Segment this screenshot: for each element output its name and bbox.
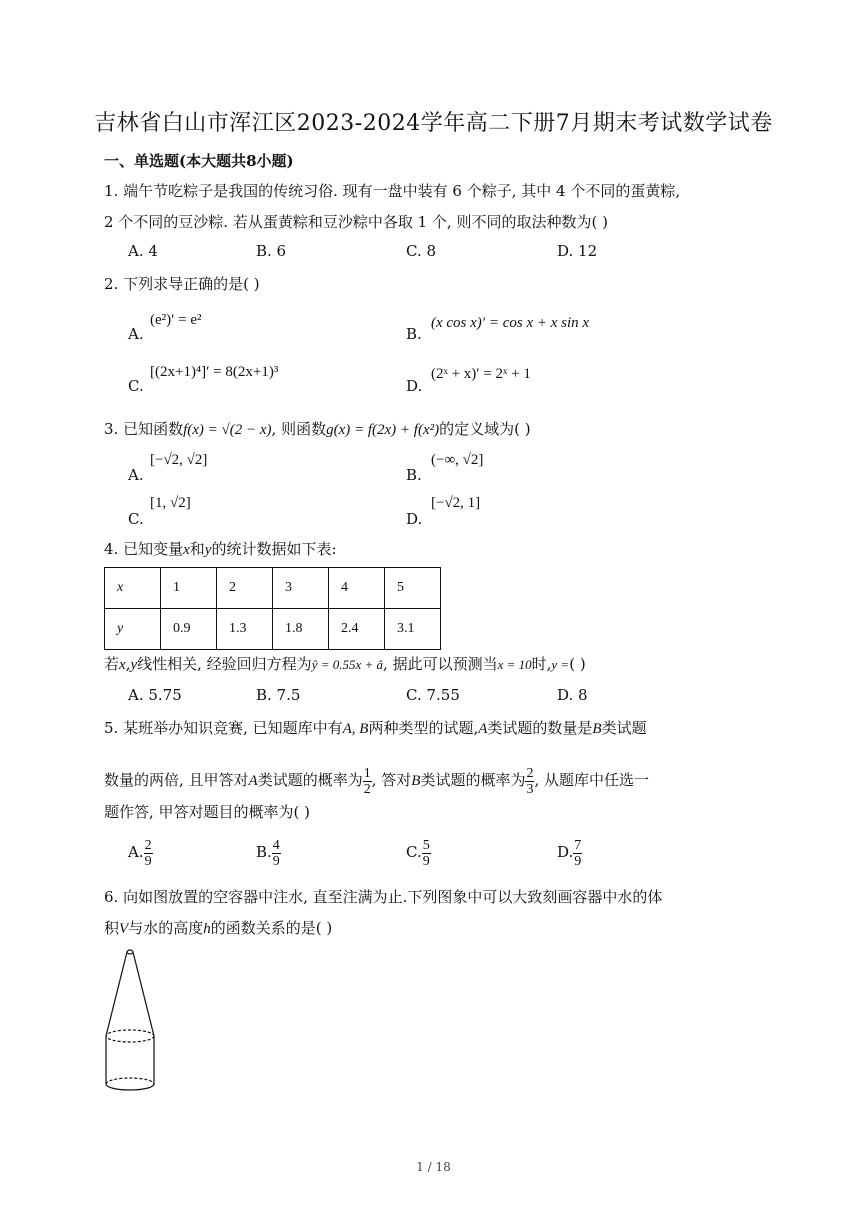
- option-label: A.: [128, 843, 144, 861]
- q6-var-h: h: [203, 921, 211, 937]
- option-label: B.: [256, 843, 272, 861]
- q6-l2-a: 积: [104, 919, 120, 937]
- question-5-line-1: [104, 717, 647, 738]
- q4-cond-a: 若: [104, 655, 120, 673]
- q5-l2-b: 类试题的概率为: [257, 771, 363, 789]
- question-4-stem-pre: 4. 已知变量: [104, 540, 184, 558]
- question-2-label-b: B.: [406, 325, 422, 343]
- fraction-numerator: 1: [363, 765, 371, 781]
- page-number: 1 / 18: [416, 1160, 451, 1174]
- question-2-expr-c: [(2x+1)⁴]′ = 8(2x+1)³: [150, 364, 279, 380]
- question-4-option-a: A. 5.75: [128, 686, 182, 704]
- cone-base-ellipse: [106, 1030, 154, 1042]
- q5-prob-a-fraction: [363, 766, 372, 797]
- q4-cond-b: ,: [125, 655, 131, 673]
- q5-l2-c: , 答对: [371, 771, 412, 789]
- q4-x-equals-10: x = 10: [497, 657, 532, 672]
- option-fraction: [272, 838, 281, 869]
- question-2-expr-a: (e²)′ = e²: [150, 312, 202, 328]
- question-2-label-c: C.: [128, 377, 144, 395]
- table-cell: 3: [273, 568, 329, 609]
- q5-l2-a: 数量的两倍, 且甲答对: [104, 771, 249, 789]
- question-5-line-3: 题作答, 甲答对题目的概率为( ): [104, 803, 311, 821]
- question-2-expr-b: (x cos x)′ = cos x + x sin x: [431, 315, 590, 331]
- q5-B2: B: [411, 773, 421, 789]
- section-heading: 一、单选题(本大题共8小题): [104, 152, 294, 170]
- question-4-var-y: y: [204, 542, 212, 558]
- option-label: D.: [557, 843, 574, 861]
- q5-l1-c: 类试题的数量是: [487, 719, 593, 737]
- fraction-denominator: 2: [363, 781, 371, 797]
- q4-cond-x: x: [119, 657, 126, 673]
- question-2-label-d: D.: [406, 377, 423, 395]
- question-1-option-d: D. 12: [557, 242, 598, 260]
- document-title: 吉林省白山市浑江区2023-2024学年高二下册7月期末考试数学试卷: [94, 111, 773, 136]
- question-4-option-b: B. 7.5: [256, 686, 301, 704]
- table-cell: x: [105, 568, 161, 609]
- container-figure: [96, 940, 196, 1100]
- table-cell: 1.8: [273, 609, 329, 650]
- table-row: [105, 568, 441, 609]
- question-4-condition: [104, 653, 586, 674]
- question-1-option-c: C. 8: [406, 242, 437, 260]
- question-3-stem-mid: , 则函数: [271, 420, 327, 438]
- option-fraction: [422, 838, 431, 869]
- q5-l1-a: 5. 某班举办知识竞赛, 已知题库中有: [104, 719, 343, 737]
- question-3-expr-a: [−√2, √2]: [150, 452, 208, 468]
- fraction-denominator: 9: [574, 853, 582, 869]
- question-3-stem-post: 的定义域为( ): [439, 420, 531, 438]
- table-cell: 1: [161, 568, 217, 609]
- question-4-stem: [104, 538, 337, 559]
- question-4-option-c: C. 7.55: [406, 686, 460, 704]
- q5-l2-d: 类试题的概率为: [420, 771, 526, 789]
- fraction-denominator: 9: [272, 853, 280, 869]
- fraction-numerator: 4: [272, 837, 280, 853]
- question-2-expr-d: (2ˣ + x)′ = 2ˣ + 1: [431, 366, 531, 382]
- fraction-numerator: 5: [422, 837, 430, 853]
- question-5-option-c: [406, 832, 431, 872]
- question-3-label-c: C.: [128, 510, 144, 528]
- fraction-denominator: 9: [422, 853, 430, 869]
- table-cell: 3.1: [385, 609, 441, 650]
- q4-cond-y: y: [130, 657, 138, 673]
- q4-cond-f: ( ): [569, 655, 586, 673]
- question-5-option-d: [557, 832, 582, 872]
- table-cell: 5: [385, 568, 441, 609]
- question-3-stem-pre: 3. 已知函数: [104, 420, 184, 438]
- question-4-option-d: D. 8: [557, 686, 588, 704]
- question-3-label-b: B.: [406, 466, 422, 484]
- cylinder-bottom-front: [106, 1084, 154, 1090]
- q6-var-V: V: [119, 921, 129, 937]
- q5-B1: B: [592, 721, 602, 737]
- q4-cond-e: 时,: [531, 655, 552, 673]
- q5-l2-e: , 从题库中任选一: [534, 771, 650, 789]
- q5-l1-d: 类试题: [601, 719, 647, 737]
- question-4-and: 和: [189, 540, 205, 558]
- question-5-line-2: [104, 759, 649, 802]
- question-2-label-a: A.: [128, 325, 144, 343]
- fraction-numerator: 2: [526, 765, 534, 781]
- question-6-line-2: [104, 917, 332, 938]
- question-5-option-a: [128, 832, 153, 872]
- q4-cond-c: 线性相关, 经验回归方程为: [137, 655, 312, 673]
- question-5-option-b: [256, 832, 281, 872]
- question-3-stem: [104, 418, 531, 439]
- table-cell: 2: [217, 568, 273, 609]
- question-3-expr-d: [−√2, 1]: [431, 495, 481, 511]
- q6-l2-c: 的函数关系的是( ): [210, 919, 333, 937]
- question-1-option-a: A. 4: [128, 242, 158, 260]
- question-4-var-x: x: [183, 542, 190, 558]
- question-1-line-2: 2 个不同的豆沙粽. 若从蛋黄粽和豆沙粽中各取 1 个, 则不同的取法种数为( ): [104, 213, 608, 231]
- option-fraction: [144, 838, 153, 869]
- q4-cond-d: , 据此可以预测当: [383, 655, 498, 673]
- table-cell: 4: [329, 568, 385, 609]
- question-1-option-b: B. 6: [256, 242, 287, 260]
- table-cell: 2.4: [329, 609, 385, 650]
- q5-l1-b: 两种类型的试题,: [368, 719, 479, 737]
- table-row: [105, 609, 441, 650]
- q4-regression-eq: ŷ = 0.55x + â: [311, 657, 384, 672]
- q5-A1: A: [478, 721, 488, 737]
- question-3-f-expr: f(x) = √(2 − x): [183, 422, 272, 438]
- question-2-stem: 2. 下列求导正确的是( ): [104, 275, 260, 293]
- question-6-line-1: 6. 向如图放置的空容器中注水, 直至注满为止.下列图象中可以大致刻画容器中水的体: [104, 888, 663, 906]
- table-cell: 1.3: [217, 609, 273, 650]
- question-1-line-1: 1. 端午节吃粽子是我国的传统习俗. 现有一盘中装有 6 个粽子, 其中 4 个不同的蛋黄粽,: [104, 182, 681, 200]
- fraction-numerator: 2: [144, 837, 152, 853]
- table-cell: 0.9: [161, 609, 217, 650]
- question-4-stem-post: 的统计数据如下表:: [211, 540, 337, 558]
- q5-A2: A: [248, 773, 258, 789]
- fraction-denominator: 3: [526, 781, 534, 797]
- table-cell: y: [105, 609, 161, 650]
- question-3-g-expr: g(x) = f(2x) + f(x²): [326, 422, 440, 438]
- option-fraction: [573, 838, 582, 869]
- fraction-denominator: 9: [144, 853, 152, 869]
- fraction-numerator: 7: [574, 837, 582, 853]
- cylinder-bottom-back: [106, 1078, 154, 1084]
- cone-apex: [127, 950, 133, 954]
- question-3-expr-b: (−∞, √2]: [431, 452, 484, 468]
- question-4-data-table: [104, 567, 441, 650]
- option-label: C.: [406, 843, 422, 861]
- q5-AB: A, B: [342, 721, 369, 737]
- question-3-expr-c: [1, √2]: [150, 495, 191, 511]
- question-3-label-d: D.: [406, 510, 423, 528]
- q4-y-equals: y =: [551, 657, 570, 672]
- cone-right-edge: [133, 952, 154, 1036]
- q6-l2-b: 与水的高度: [128, 919, 204, 937]
- cone-left-edge: [106, 952, 127, 1036]
- question-3-label-a: A.: [128, 466, 144, 484]
